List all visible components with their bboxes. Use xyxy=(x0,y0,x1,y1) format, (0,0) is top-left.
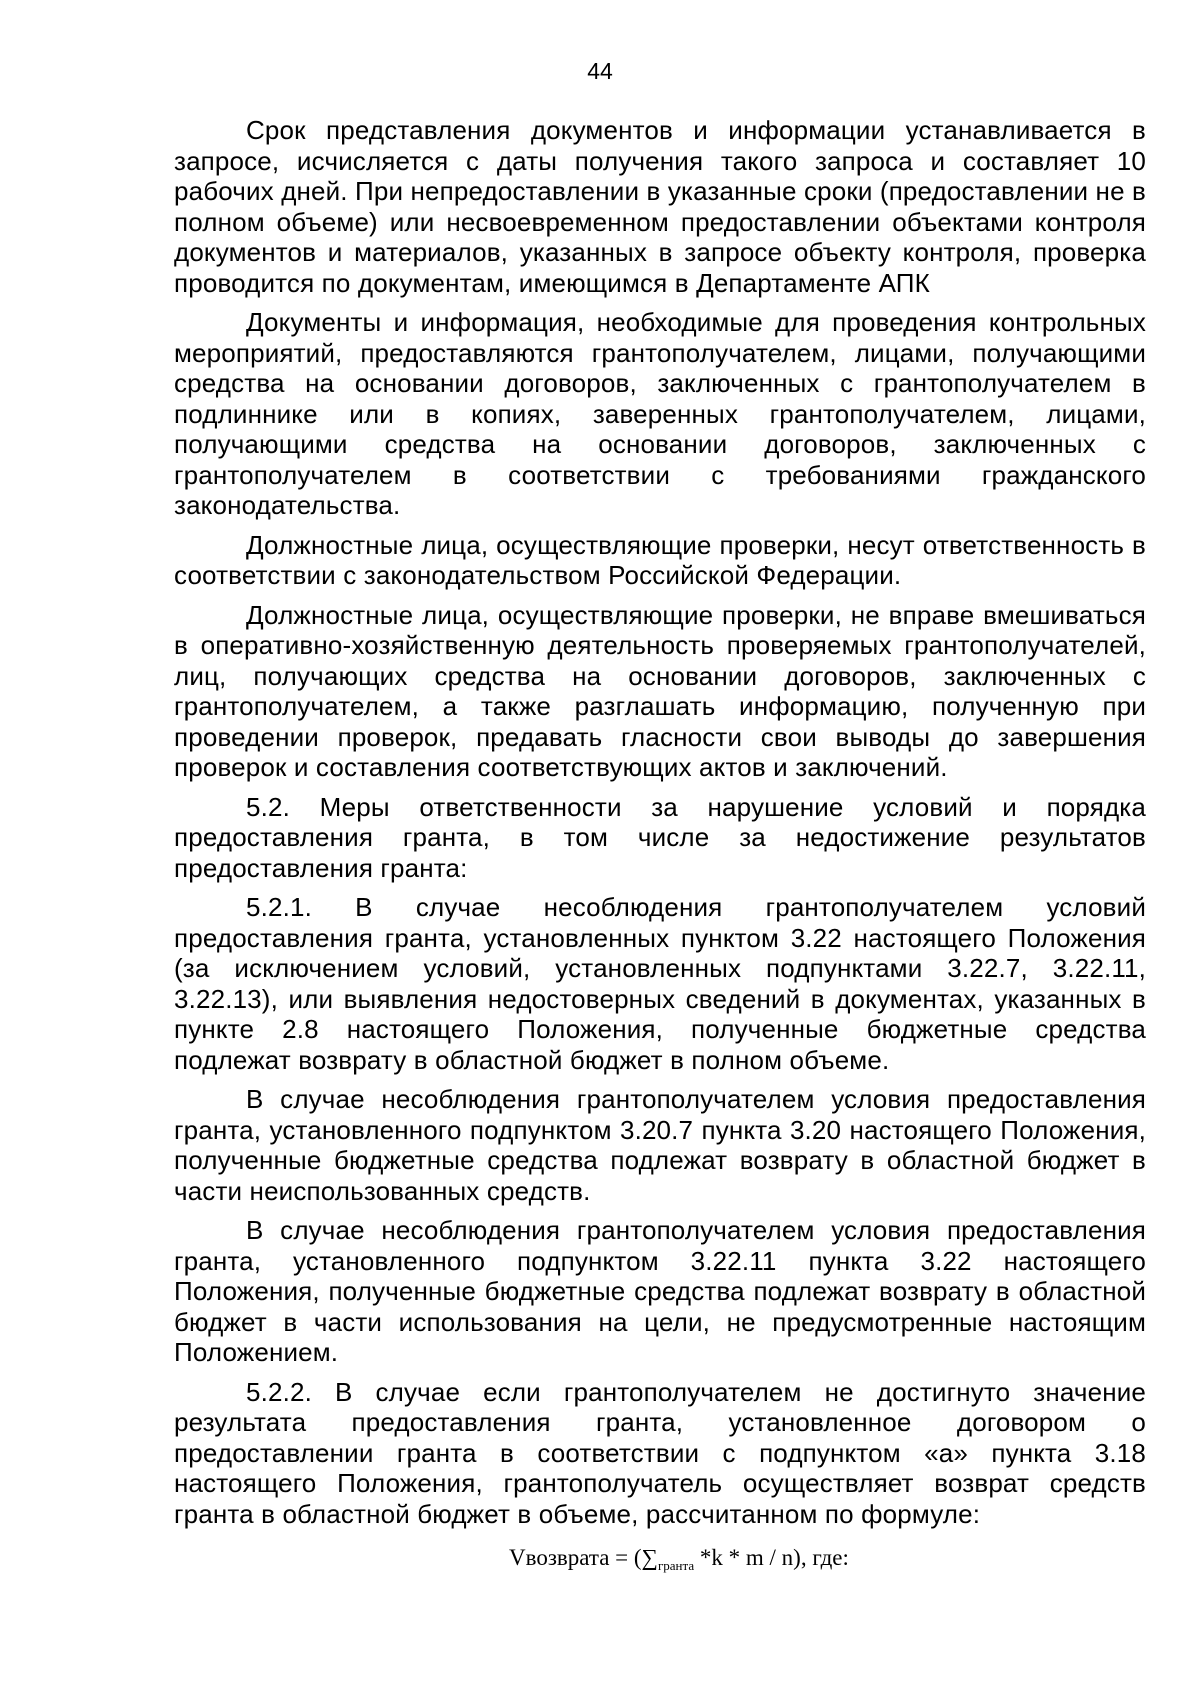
paragraph-officials-restrictions: Должностные лица, осуществляющие проверки, не вправе вмешиваться в оперативно-хозяйственную деятельность проверяемых грантополучателей, лиц, получающих средства на основании договоров, заключенных с грантополучателем, а также разглашать информацию, полученную при проведении проверок, предавать гласности свои выводы до завершения проверок и составления соответствующих актов и заключений. xyxy=(174,599,1146,782)
paragraph-unused-funds-return: В случае несоблюдения грантополучателем условия предоставления гранта, установленного подпунктом 3.20.7 пункта 3.20 настоящего Положения, полученные бюджетные средства подлежат возврату в областной бюджет в части неиспользованных средств. xyxy=(174,1084,1146,1206)
formula-prefix: Vвозврата = (∑ xyxy=(509,1545,658,1570)
formula-subscript: гранта xyxy=(657,1558,695,1573)
return-formula xyxy=(174,1543,1146,1581)
paragraph-misuse-funds-return: В случае несоблюдения грантополучателем условия предоставления гранта, установленного подпунктом 3.22.11 пункта 3.22 настоящего Положения, полученные бюджетные средства подлежат возврату в областной бюджет в части использования на цели, не предусмотренные настоящим Положением. xyxy=(174,1215,1146,1367)
paragraph-documents-provision: Документы и информация, необходимые для проведения контрольных мероприятий, предоставляются грантополучателем, лицами, получающими средства на основании договоров, заключенных с грантополучателем в подлиннике или в копиях, заверенных грантополучателем, лицами, получающими средства на основании договоров, заключенных с грантополучателем в соответствии с требованиями гражданского законодательства. xyxy=(174,307,1146,520)
paragraph-section-5-2-1: 5.2.1. В случае несоблюдения грантополучателем условий предоставления гранта, установленных пунктом 3.22 настоящего Положения (за исключением условий, установленных подпунктами 3.22.7, 3.22.11, 3.22.13), или выявления недостоверных сведений в документах, указанных в пункте 2.8 настоящего Положения, полученные бюджетные средства подлежат возврату в областной бюджет в полном объеме. xyxy=(174,892,1146,1075)
paragraph-section-5-2-2: 5.2.2. В случае если грантополучателем не достигнуто значение результата предоставления гранта, установленное договором о предоставлении гранта в соответствии с подпунктом «а» пункта 3.18 настоящего Положения, грантополучатель осуществляет возврат средств гранта в областной бюджет в объеме, рассчитанном по формуле: xyxy=(174,1376,1146,1529)
page-number: 44 xyxy=(587,58,613,84)
paragraph-section-5-2: 5.2. Меры ответственности за нарушение условий и порядка предоставления гранта, в том числе за недостижение результатов предоставления гранта: xyxy=(174,791,1146,883)
paragraph-officials-responsibility: Должностные лица, осуществляющие проверки, несут ответственность в соответствии с законодательством Российской Федерации. xyxy=(174,529,1146,590)
paragraph-document-deadline: Срок представления документов и информации устанавливается в запросе, исчисляется с даты получения такого запроса и составляет 10 рабочих дней. При непредоставлении в указанные сроки (предоставлении не в полном объеме) или несвоевременном предоставлении объектами контроля документов и материалов, указанных в запросе объекту контроля, проверка проводится по документам, имеющимся в Департаменте АПК xyxy=(174,115,1147,298)
formula-suffix: *k * m / n), где: xyxy=(694,1545,849,1570)
document-body xyxy=(174,115,1146,1581)
